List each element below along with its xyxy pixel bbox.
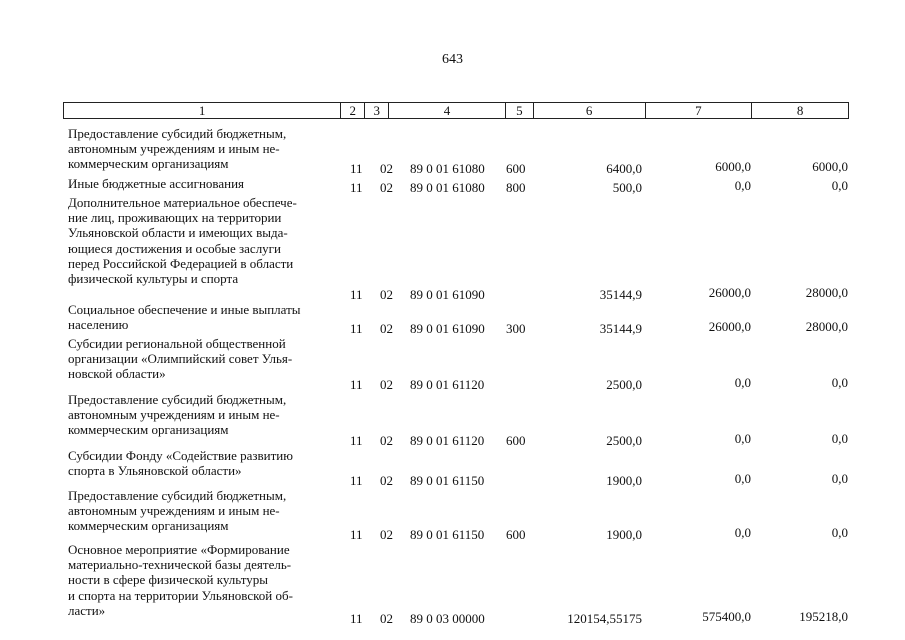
header-col-7: 7: [645, 103, 752, 118]
row-c6: 6400,0: [606, 161, 642, 176]
row-c2: 11: [350, 321, 363, 336]
header-col-2: 2: [340, 103, 364, 118]
row-c2: 11: [350, 473, 363, 488]
row-name: Социальное обеспечение и иные выплаты населению: [68, 302, 301, 333]
row-c8: 6000,0: [812, 159, 848, 174]
row-c6: 500,0: [612, 180, 642, 195]
row-c7: 26000,0: [708, 319, 751, 334]
row-name: Основное мероприятие «Формирование материально-технической базы деятель- ности в сфере физической культуры и спорта на территории Ульяновской об- ласти»: [68, 542, 293, 618]
row-c3: 02: [380, 527, 393, 542]
row-c5: 600: [506, 161, 526, 176]
row-c7: 575400,0: [702, 609, 751, 624]
row-c8: 0,0: [831, 375, 848, 390]
row-c4: 89 0 01 61080: [410, 180, 485, 195]
row-c3: 02: [380, 287, 393, 302]
row-c2: 11: [350, 180, 363, 195]
table-row: [0, 392, 905, 448]
row-c3: 02: [380, 161, 393, 176]
page-number: 643: [442, 52, 463, 67]
row-c8: 0,0: [831, 525, 848, 540]
table-row: [0, 488, 905, 542]
row-c7: 0,0: [734, 178, 751, 193]
table-row: [0, 195, 905, 302]
row-c7: 0,0: [734, 375, 751, 390]
row-name: Предоставление субсидий бюджетным, автономным учреждениям и иным не- коммерческим организациям: [68, 488, 287, 534]
row-c5: 800: [506, 180, 526, 195]
row-c6: 35144,9: [599, 321, 642, 336]
row-name: Дополнительное материальное обеспече- ние лиц, проживающих на территории Ульяновской области и имеющих выда- ющиеся достижения и особые заслуги перед Российской Федерацией в области физической культуры и спорта: [68, 195, 297, 287]
row-c2: 11: [350, 161, 363, 176]
row-c8: 0,0: [831, 471, 848, 486]
header-col-8: 8: [751, 103, 848, 118]
table-row: [0, 448, 905, 488]
row-c4: 89 0 01 61120: [410, 433, 485, 448]
header-col-4: 4: [388, 103, 505, 118]
row-c2: 11: [350, 377, 363, 392]
row-c3: 02: [380, 377, 393, 392]
table-row: [0, 336, 905, 392]
row-c2: 11: [350, 433, 363, 448]
row-c3: 02: [380, 611, 393, 626]
row-c4: 89 0 03 00000: [410, 611, 485, 626]
header-col-1: 1: [198, 103, 206, 118]
row-name: Предоставление субсидий бюджетным, автономным учреждениям и иным не- коммерческим организациям: [68, 392, 287, 438]
row-c7: 0,0: [734, 525, 751, 540]
row-c6: 120154,55175: [567, 611, 642, 626]
row-name: Субсидии Фонду «Содействие развитию спорта в Ульяновской области»: [68, 448, 293, 479]
row-name: Субсидии региональной общественной организации «Олимпийский совет Улья- новской области»: [68, 336, 293, 382]
row-c5: 600: [506, 433, 526, 448]
row-c7: 0,0: [734, 471, 751, 486]
row-c2: 11: [350, 611, 363, 626]
table-body: [0, 126, 905, 626]
row-c2: 11: [350, 287, 363, 302]
row-name: Иные бюджетные ассигнования: [68, 176, 245, 191]
table-header: [63, 102, 849, 119]
row-c8: 28000,0: [805, 319, 848, 334]
row-c8: 28000,0: [805, 285, 848, 300]
row-c6: 2500,0: [606, 433, 642, 448]
header-col-5: 5: [505, 103, 533, 118]
row-c6: 1900,0: [606, 527, 642, 542]
table-row: [0, 126, 905, 176]
row-c8: 0,0: [831, 178, 848, 193]
row-c4: 89 0 01 61150: [410, 527, 485, 542]
row-c3: 02: [380, 433, 393, 448]
row-c8: 0,0: [831, 431, 848, 446]
row-name: Предоставление субсидий бюджетным, автономным учреждениям и иным не- коммерческим организациям: [68, 126, 287, 172]
row-c5: 600: [506, 527, 526, 542]
row-c3: 02: [380, 473, 393, 488]
row-c4: 89 0 01 61090: [410, 287, 485, 302]
row-c2: 11: [350, 527, 363, 542]
header-col-6: 6: [533, 103, 645, 118]
table-row: [0, 302, 905, 336]
row-c6: 1900,0: [606, 473, 642, 488]
row-c4: 89 0 01 61090: [410, 321, 485, 336]
row-c4: 89 0 01 61120: [410, 377, 485, 392]
header-col-3: 3: [364, 103, 388, 118]
row-c8: 195218,0: [799, 609, 848, 624]
table-row: [0, 542, 905, 626]
row-c4: 89 0 01 61080: [410, 161, 485, 176]
row-c7: 26000,0: [708, 285, 751, 300]
row-c6: 35144,9: [599, 287, 642, 302]
row-c7: 6000,0: [715, 159, 751, 174]
table-row: [0, 176, 905, 195]
row-c7: 0,0: [734, 431, 751, 446]
row-c5: 300: [506, 321, 526, 336]
row-c3: 02: [380, 321, 393, 336]
row-c6: 2500,0: [606, 377, 642, 392]
row-c3: 02: [380, 180, 393, 195]
row-c4: 89 0 01 61150: [410, 473, 485, 488]
